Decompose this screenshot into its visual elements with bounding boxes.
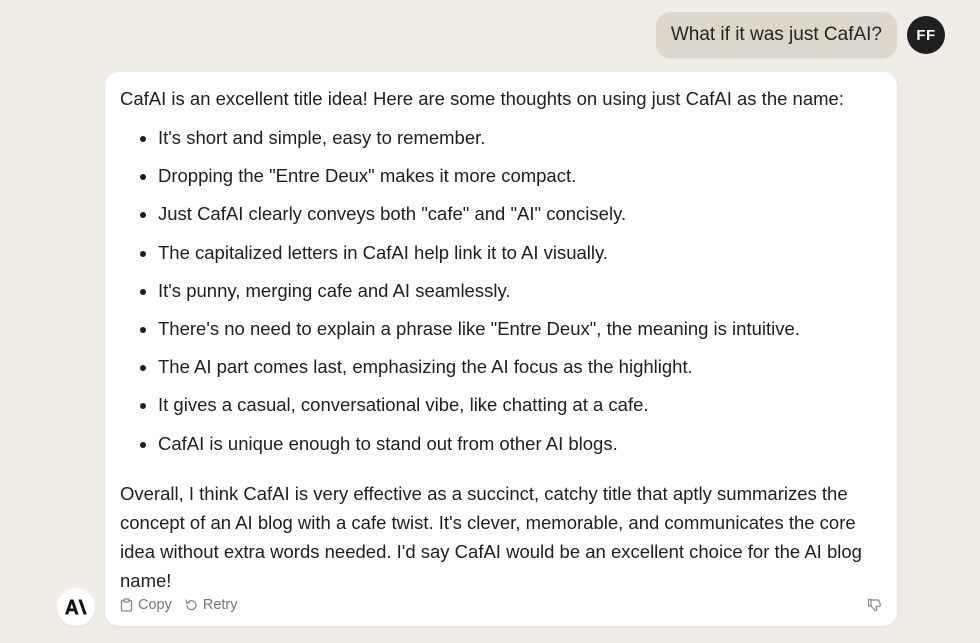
thumbs-down-button[interactable] <box>867 598 882 612</box>
clipboard-icon <box>120 598 133 612</box>
user-message-text: What if it was just CafAI? <box>670 24 882 45</box>
assistant-conclusion: Overall, I think CafAI is very effective as a succinct, catchy title that aptly summarizes the concept of an AI blog with a cafe twist. It's clever, memorable, and communicates the core idea without extra words needed. I'd say CafAI would be an excellent choice for the AI blog name! <box>120 482 862 591</box>
list-item: • CafAI is unique enough to stand out from other AI blogs. <box>158 429 885 467</box>
list-item: • It's short and simple, easy to remember. <box>158 123 885 161</box>
user-message-bubble <box>656 12 897 58</box>
assistant-message-card <box>105 72 897 626</box>
list-item: • The AI part comes last, emphasizing the AI focus as the highlight. <box>158 352 885 390</box>
list-item: • The capitalized letters in CafAI help link it to AI visually. <box>158 238 885 276</box>
list-item: • Dropping the "Entre Deux" makes it more compact. <box>158 161 885 199</box>
anthropic-logo-icon <box>65 599 87 615</box>
list-item: • It's punny, merging cafe and AI seamlessly. <box>158 276 885 314</box>
list-item: • There's no need to explain a phrase like "Entre Deux", the meaning is intuitive. <box>158 314 885 352</box>
copy-button[interactable] <box>120 597 172 613</box>
assistant-avatar <box>57 588 95 626</box>
thumbs-down-icon <box>867 598 882 612</box>
user-message-row <box>656 12 945 58</box>
assistant-bullet-list <box>120 123 885 467</box>
user-avatar-initials: FF <box>916 26 936 44</box>
retry-label: Retry <box>202 597 238 613</box>
list-item: • Just CafAI clearly conveys both "cafe" and "AI" concisely. <box>158 199 885 237</box>
message-action-bar <box>120 594 882 616</box>
retry-icon <box>184 598 198 612</box>
copy-label: Copy <box>138 597 172 613</box>
list-item: • It gives a casual, conversational vibe, like chatting at a cafe. <box>158 390 885 428</box>
retry-button[interactable] <box>184 597 238 613</box>
assistant-intro: CafAI is an excellent title idea! Here are some thoughts on using just CafAI as the name: <box>120 88 844 109</box>
assistant-message-content <box>120 84 885 595</box>
user-avatar[interactable] <box>907 16 945 54</box>
